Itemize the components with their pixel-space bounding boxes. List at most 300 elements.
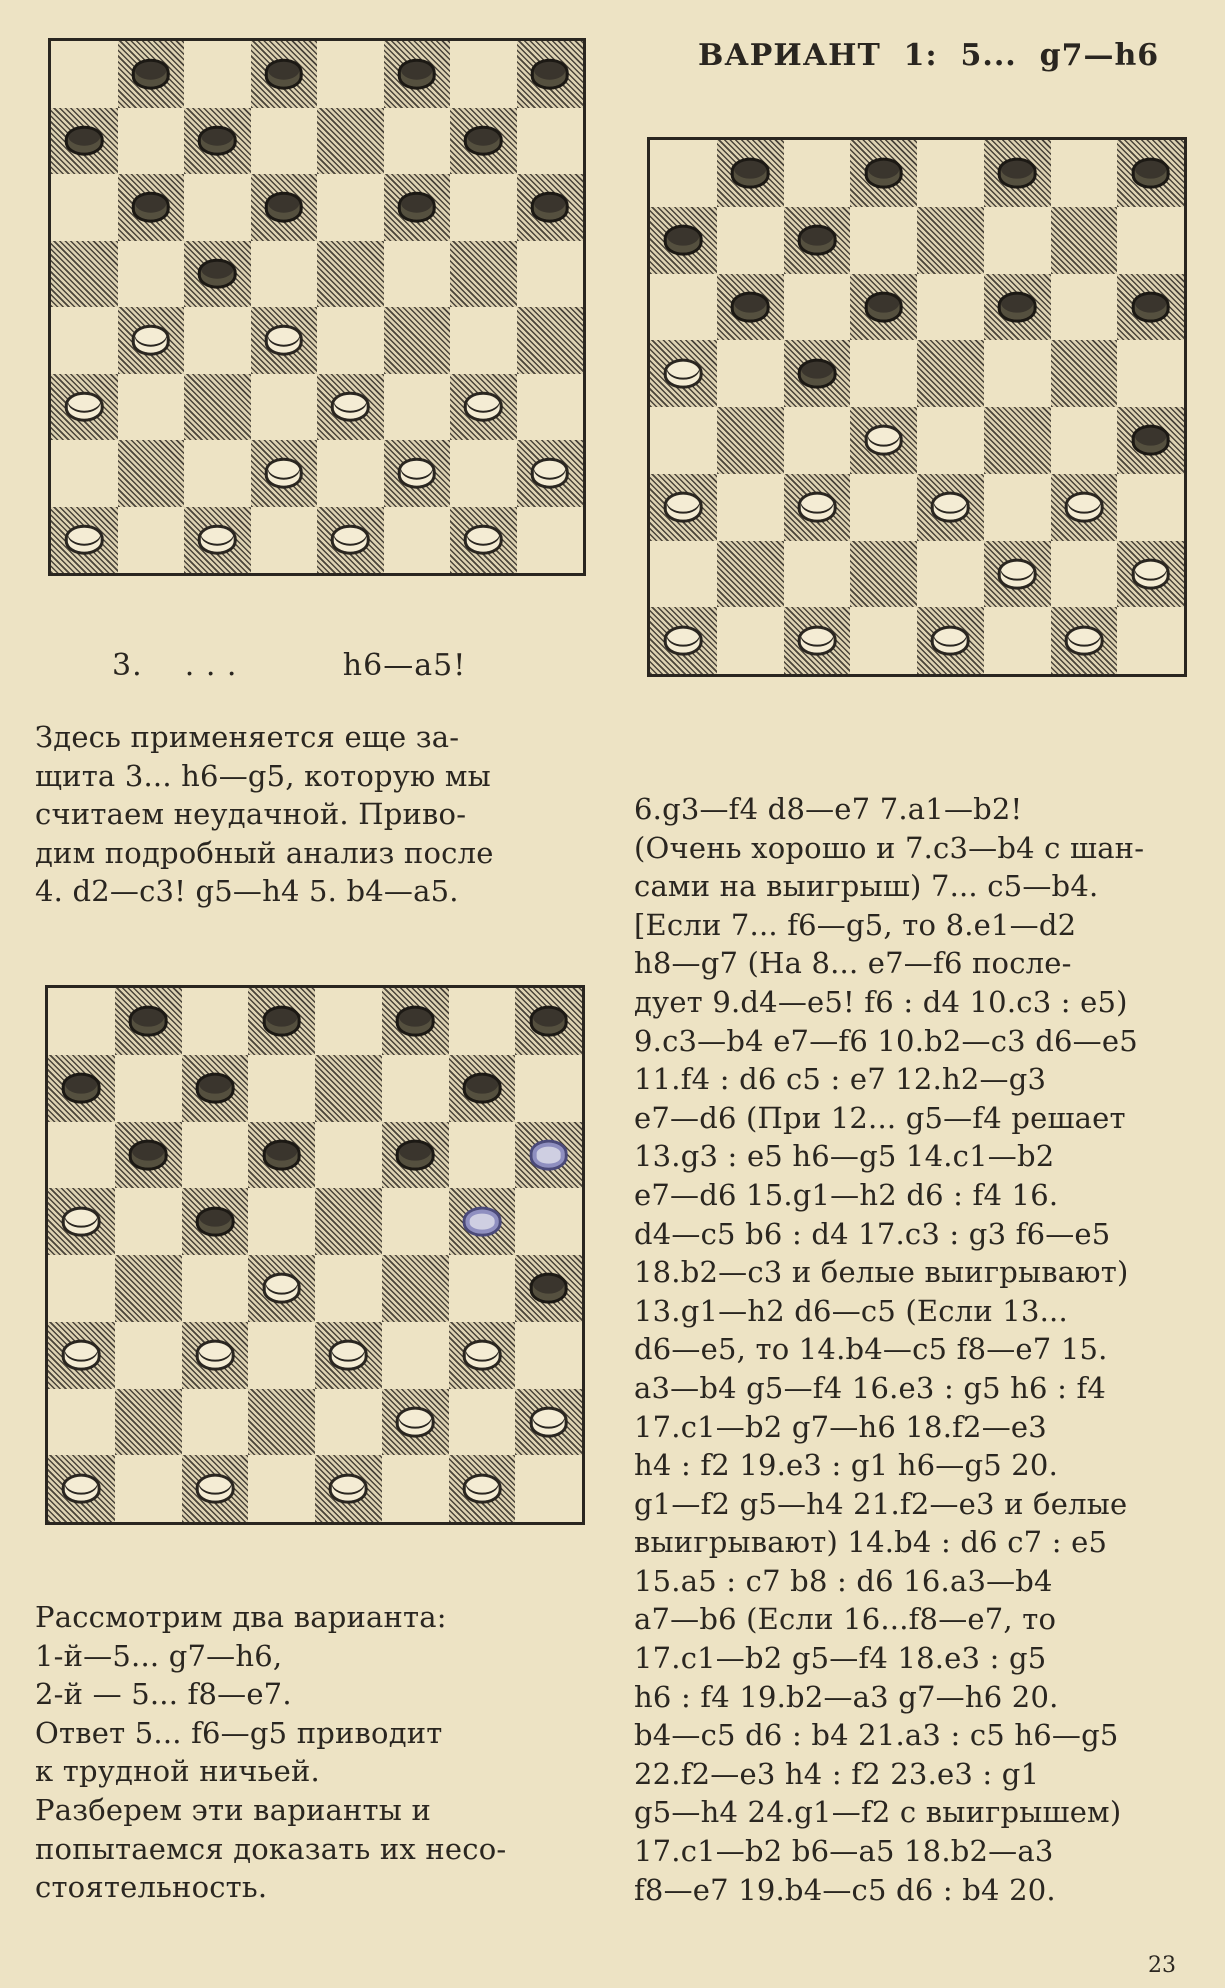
board-square (784, 140, 851, 207)
board-square (449, 988, 516, 1055)
white-checker (196, 1340, 235, 1371)
black-checker (864, 292, 903, 323)
board-square (384, 307, 451, 374)
board-square (784, 541, 851, 608)
board-square (650, 140, 717, 207)
board-square (850, 340, 917, 407)
board-square (51, 174, 118, 241)
board-square (449, 1255, 516, 1322)
board-square (118, 41, 185, 108)
board-square (48, 1455, 115, 1522)
text-line: d4—c5 b6 : d4 17.c3 : g3 f6—e5 (634, 1216, 1111, 1251)
text-line: дует 9.d4—e5! f6 : d4 10.c3 : e5) (634, 984, 1128, 1019)
board-square (48, 1255, 115, 1322)
board-square (115, 1122, 182, 1189)
board-square (384, 41, 451, 108)
board-square (115, 1188, 182, 1255)
white-checker (397, 458, 436, 489)
white-checker (262, 1273, 301, 1304)
black-checker (998, 292, 1037, 323)
board-square (1117, 474, 1184, 541)
board-square (251, 174, 318, 241)
white-checker (530, 458, 569, 489)
text-left-bottom (35, 1598, 595, 1907)
board-square (1117, 541, 1184, 608)
board-square (515, 1255, 582, 1322)
text-line: e7—d6 (При 12... g5—f4 решает (634, 1100, 1126, 1135)
board-square (115, 1055, 182, 1122)
white-checker (65, 391, 104, 422)
board-square (51, 108, 118, 175)
board-square (48, 1122, 115, 1189)
black-checker (1131, 425, 1170, 456)
board-square (517, 374, 584, 441)
board-square (248, 1455, 315, 1522)
board-square (515, 1055, 582, 1122)
board-square (717, 340, 784, 407)
white-checker (396, 1407, 435, 1438)
black-checker (798, 225, 837, 256)
board-square (517, 440, 584, 507)
white-checker (329, 1473, 368, 1504)
board-square (784, 607, 851, 674)
board-square (182, 1055, 249, 1122)
board-square (917, 541, 984, 608)
board-square (317, 440, 384, 507)
white-checker (664, 358, 703, 389)
white-checker (65, 524, 104, 555)
board-square (650, 340, 717, 407)
board-square (182, 1255, 249, 1322)
text-line: 11.f4 : d6 c5 : e7 12.h2—g3 (634, 1062, 1047, 1097)
board-square (917, 607, 984, 674)
board-square (1051, 407, 1118, 474)
white-checker (931, 492, 970, 523)
black-checker (397, 192, 436, 223)
board-square (384, 374, 451, 441)
text-line: h8—g7 (На 8... e7—f6 после- (634, 946, 1072, 981)
board-square (315, 1322, 382, 1389)
board-square (1117, 207, 1184, 274)
board-square (1051, 207, 1118, 274)
board-square (984, 207, 1051, 274)
board-square (317, 374, 384, 441)
board-square (450, 307, 517, 374)
white-checker (463, 1473, 502, 1504)
board-square (248, 1188, 315, 1255)
board-square (784, 407, 851, 474)
black-checker (129, 1140, 168, 1171)
board-square (784, 274, 851, 341)
board-square (382, 1055, 449, 1122)
black-checker (530, 59, 569, 90)
board-square (917, 274, 984, 341)
white-checker (62, 1340, 101, 1371)
text-left-top (35, 718, 595, 911)
black-checker (198, 258, 237, 289)
board-square (717, 607, 784, 674)
text-line: 15.a5 : c7 b8 : d6 16.a3—b4 (634, 1563, 1053, 1598)
text-line: попытаемся доказать их несо- (35, 1831, 507, 1866)
board-square (118, 440, 185, 507)
board-square (850, 541, 917, 608)
board-square (917, 407, 984, 474)
board-square (184, 307, 251, 374)
board-square (182, 988, 249, 1055)
board-square (717, 407, 784, 474)
board-square (850, 207, 917, 274)
text-line: 13.g1—h2 d6—c5 (Если 13... (634, 1293, 1068, 1328)
board-square (1117, 340, 1184, 407)
board-square (184, 41, 251, 108)
white-checker (264, 325, 303, 356)
white-checker (264, 458, 303, 489)
board-square (984, 607, 1051, 674)
white-checker (331, 524, 370, 555)
board-square (449, 1122, 516, 1189)
board-square (48, 1322, 115, 1389)
board-square (1117, 407, 1184, 474)
board-square (850, 274, 917, 341)
board-square (984, 541, 1051, 608)
black-checker (129, 1006, 168, 1037)
text-line: 13.g3 : e5 h6—g5 14.c1—b2 (634, 1139, 1055, 1174)
board-square (717, 541, 784, 608)
board-square (850, 474, 917, 541)
text-line: Здесь применяется еще за- (35, 720, 460, 754)
board-square (184, 440, 251, 507)
white-checker (1065, 492, 1104, 523)
black-checker (864, 158, 903, 189)
white-checker (329, 1340, 368, 1371)
board-square (48, 988, 115, 1055)
white-checker (798, 492, 837, 523)
text-line: 18.b2—c3 и белые выигрывают) (634, 1255, 1129, 1290)
board-square (450, 241, 517, 308)
board-square (182, 1455, 249, 1522)
white-checker (62, 1473, 101, 1504)
board-square (251, 507, 318, 574)
board-square (384, 174, 451, 241)
board-square (650, 541, 717, 608)
board-square (315, 1455, 382, 1522)
black-checker (264, 192, 303, 223)
board-square (450, 440, 517, 507)
black-checker (798, 358, 837, 389)
board-square (850, 607, 917, 674)
text-right-column (634, 790, 1189, 1909)
board-square (248, 1255, 315, 1322)
text-line: к трудной ничьей. (35, 1754, 320, 1789)
board-square (315, 988, 382, 1055)
black-checker (731, 292, 770, 323)
white-checker (1131, 559, 1170, 590)
board-square (317, 174, 384, 241)
text-line: 6.g3—f4 d8—e7 7.a1—b2! (634, 792, 1023, 826)
board-square (517, 507, 584, 574)
black-checker (262, 1006, 301, 1037)
board-square (717, 474, 784, 541)
board-square (1117, 274, 1184, 341)
text-line: Разберем эти варианты и (35, 1792, 431, 1827)
board-square (917, 207, 984, 274)
white-checker (196, 1473, 235, 1504)
black-checker (196, 1206, 235, 1237)
board-square (315, 1188, 382, 1255)
board-square (115, 1455, 182, 1522)
board-square (449, 1455, 516, 1522)
board-square (384, 108, 451, 175)
board-square (515, 1455, 582, 1522)
board-square (315, 1122, 382, 1189)
board-square (450, 374, 517, 441)
black-checker (262, 1140, 301, 1171)
board-square (717, 274, 784, 341)
board-square (382, 1188, 449, 1255)
black-checker (131, 59, 170, 90)
black-checker (664, 225, 703, 256)
board-square (317, 507, 384, 574)
board-square (248, 1389, 315, 1456)
board-square (118, 374, 185, 441)
board-square (1051, 607, 1118, 674)
board-square (118, 108, 185, 175)
white-checker (998, 559, 1037, 590)
board-square (251, 374, 318, 441)
text-line: Рассмотрим два варианта: (35, 1600, 447, 1634)
text-line: 17.c1—b2 g7—h6 18.f2—e3 (634, 1409, 1047, 1444)
text-line: 9.c3—b4 e7—f6 10.b2—c3 d6—e5 (634, 1023, 1138, 1058)
board-square (450, 174, 517, 241)
board-square (384, 507, 451, 574)
board-square (1051, 140, 1118, 207)
white-checker (664, 492, 703, 523)
board-square (382, 1455, 449, 1522)
board-square (515, 988, 582, 1055)
board-square (184, 374, 251, 441)
text-line: 4. d2—c3! g5—h4 5. b4—a5. (35, 874, 459, 909)
page-number: 23 (1148, 1953, 1176, 1978)
board-square (315, 1255, 382, 1322)
board-square (784, 340, 851, 407)
board-square (784, 474, 851, 541)
text-line: считаем неудачной. Приво- (35, 797, 467, 832)
text-line: b4—c5 d6 : b4 21.a3 : c5 h6—g5 (634, 1718, 1119, 1753)
white-checker (1065, 625, 1104, 656)
black-checker (529, 1273, 568, 1304)
board-square (917, 474, 984, 541)
board-square (1051, 541, 1118, 608)
text-line: h6 : f4 19.b2—a3 g7—h6 20. (634, 1679, 1059, 1714)
black-checker (731, 158, 770, 189)
board-square (515, 1389, 582, 1456)
board-square (182, 1322, 249, 1389)
checkers-board-diagram-1 (48, 38, 586, 576)
white-checker (331, 391, 370, 422)
white-checker (463, 1340, 502, 1371)
text-line: 17.c1—b2 g5—f4 18.e3 : g5 (634, 1641, 1047, 1676)
text-line: a7—b6 (Если 16...f8—e7, то (634, 1602, 1057, 1637)
text-line: выигрывают) 14.b4 : d6 c7 : e5 (634, 1525, 1108, 1560)
black-checker (198, 125, 237, 156)
white-checker (131, 325, 170, 356)
board-square (650, 407, 717, 474)
board-square (717, 140, 784, 207)
board-square (184, 108, 251, 175)
board-square (449, 1322, 516, 1389)
board-square (48, 1188, 115, 1255)
board-square (251, 41, 318, 108)
black-checker (1131, 158, 1170, 189)
text-line: Ответ 5... f6—g5 приводит (35, 1715, 443, 1750)
board-square (248, 988, 315, 1055)
board-square (650, 207, 717, 274)
board-square (51, 374, 118, 441)
board-square (184, 507, 251, 574)
board-square (115, 1255, 182, 1322)
board-square (384, 440, 451, 507)
board-square (51, 41, 118, 108)
board-square (317, 108, 384, 175)
checkers-board-variant-1 (647, 137, 1187, 677)
board-square (784, 207, 851, 274)
text-line: стоятельность. (35, 1870, 268, 1905)
move-caption: 3. . . . h6—a5! (112, 648, 467, 683)
variant-title: ВАРИАНТ 1: 5... g7—h6 (698, 38, 1160, 73)
black-checker (62, 1073, 101, 1104)
black-checker (397, 59, 436, 90)
board-square (1117, 140, 1184, 207)
marked-checker (529, 1140, 568, 1171)
black-checker (264, 59, 303, 90)
board-square (515, 1122, 582, 1189)
board-square (850, 140, 917, 207)
text-line: a3—b4 g5—f4 16.e3 : g5 h6 : f4 (634, 1370, 1107, 1405)
board-square (382, 1389, 449, 1456)
text-line: h4 : f2 19.e3 : g1 h6—g5 20. (634, 1448, 1058, 1483)
board-square (1051, 474, 1118, 541)
board-square (449, 1055, 516, 1122)
text-line: g1—f2 g5—h4 21.f2—e3 и белые (634, 1486, 1128, 1521)
text-line: 22.f2—e3 h4 : f2 23.e3 : g1 (634, 1756, 1040, 1791)
board-square (51, 241, 118, 308)
text-line: сами на выигрыш) 7... c5—b4. (634, 869, 1099, 904)
black-checker (1131, 292, 1170, 323)
board-square (51, 507, 118, 574)
board-square (450, 507, 517, 574)
board-square (48, 1389, 115, 1456)
board-square (650, 607, 717, 674)
text-line: 17.c1—b2 b6—a5 18.b2—a3 (634, 1834, 1054, 1869)
board-square (248, 1055, 315, 1122)
board-square (118, 307, 185, 374)
board-square (251, 108, 318, 175)
text-line: e7—d6 15.g1—h2 d6 : f4 16. (634, 1177, 1059, 1212)
board-square (118, 241, 185, 308)
board-square (115, 988, 182, 1055)
board-square (182, 1389, 249, 1456)
marked-checker (463, 1206, 502, 1237)
board-square (650, 274, 717, 341)
board-square (317, 41, 384, 108)
black-checker (463, 1073, 502, 1104)
white-checker (798, 625, 837, 656)
black-checker (396, 1140, 435, 1171)
board-square (251, 307, 318, 374)
black-checker (464, 125, 503, 156)
white-checker (529, 1407, 568, 1438)
board-square (51, 307, 118, 374)
black-checker (131, 192, 170, 223)
board-square (517, 174, 584, 241)
board-square (251, 241, 318, 308)
board-square (984, 140, 1051, 207)
white-checker (464, 391, 503, 422)
text-line: d6—e5, то 14.b4—c5 f8—e7 15. (634, 1332, 1108, 1367)
board-square (382, 1122, 449, 1189)
board-square (384, 241, 451, 308)
checkers-board-diagram-2 (45, 985, 585, 1525)
text-line: щита 3... h6—g5, которую мы (35, 758, 491, 793)
board-square (984, 474, 1051, 541)
board-square (449, 1389, 516, 1456)
board-square (984, 340, 1051, 407)
board-square (315, 1389, 382, 1456)
text-line: 1-й—5... g7—h6, (35, 1638, 283, 1673)
board-square (248, 1122, 315, 1189)
black-checker (530, 192, 569, 223)
board-square (182, 1188, 249, 1255)
board-square (115, 1389, 182, 1456)
board-square (515, 1188, 582, 1255)
board-square (917, 340, 984, 407)
board-square (450, 108, 517, 175)
board-square (51, 440, 118, 507)
text-line: дим подробный анализ после (35, 835, 494, 870)
text-line: [Если 7... f6—g5, то 8.e1—d2 (634, 907, 1077, 942)
board-square (517, 241, 584, 308)
board-square (182, 1122, 249, 1189)
text-line: f8—e7 19.b4—c5 d6 : b4 20. (634, 1872, 1056, 1907)
board-square (1051, 340, 1118, 407)
board-square (984, 274, 1051, 341)
board-square (650, 474, 717, 541)
board-square (382, 1322, 449, 1389)
black-checker (529, 1006, 568, 1037)
board-square (850, 407, 917, 474)
board-square (517, 108, 584, 175)
board-square (517, 41, 584, 108)
text-line: 2-й — 5... f8—e7. (35, 1677, 292, 1712)
black-checker (65, 125, 104, 156)
white-checker (464, 524, 503, 555)
black-checker (196, 1073, 235, 1104)
board-square (382, 988, 449, 1055)
board-square (317, 307, 384, 374)
white-checker (864, 425, 903, 456)
board-square (1051, 274, 1118, 341)
text-line: (Очень хорошо и 7.c3—b4 с шан- (634, 830, 1145, 865)
board-square (184, 174, 251, 241)
board-square (450, 41, 517, 108)
white-checker (198, 524, 237, 555)
white-checker (931, 625, 970, 656)
white-checker (62, 1206, 101, 1237)
board-square (248, 1322, 315, 1389)
text-line: g5—h4 24.g1—f2 с выигрышем) (634, 1795, 1122, 1830)
board-square (118, 174, 185, 241)
board-square (984, 407, 1051, 474)
